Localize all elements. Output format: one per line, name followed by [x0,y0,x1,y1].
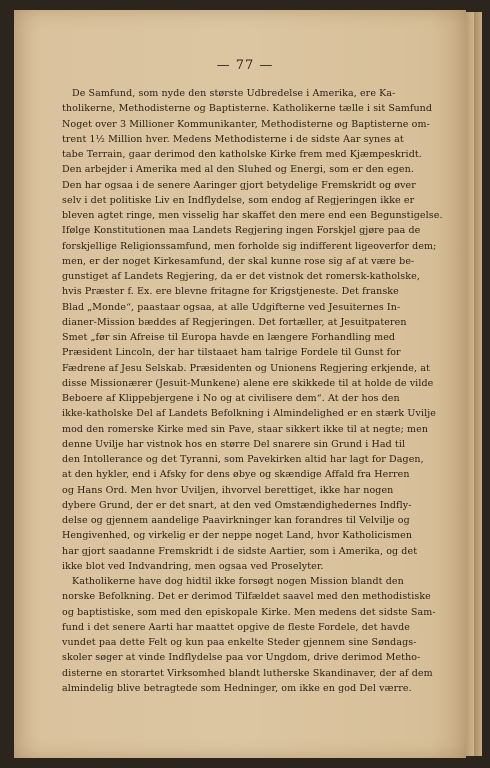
text-line: Ifølge Konstitutionen maa Landets Regjering ingen Forskjel gjøre paa de [62,225,421,237]
text-line: trent 1½ Million hver. Medens Methodisterne i de sidste Aar synes at [62,133,404,145]
text-line: og Hans Ord. Men hvor Uviljen, ihvorvel berettiget, ikke har nogen [62,484,394,496]
text-line: tabe Terrain, gaar derimod den katholske Kirke frem med Kjæmpeskridt. [62,149,422,160]
text-line: De Samfund, som nyde den største Udbredelse i Amerika, ere Ka- [72,88,396,99]
text-line: dybere Grund, der er det snart, at den ved Omstændighedernes Indfly- [62,499,412,511]
text-line: den Intollerance og det Tyranni, som Pavekirken altid har lagt for Dagen, [62,454,424,465]
text-line: disse Missionærer (Jesuit-Munkene) alene ere skikkede til at holde de vilde [62,377,434,389]
page-number: — 77 — [216,58,274,73]
text-line: denne Uvilje har vistnok hos en større Del snarere sin Grund i Had til [62,438,406,450]
text-line: Fædrene af Jesu Selskab. Præsidenten og Unionens Regjering erkjende, at [62,362,430,374]
text-line: selv i det politiske Liv en Indflydelse, som endog af Regjeringen ikke er [62,194,415,206]
text-line: Katholikerne have dog hidtil ikke forsøgt nogen Mission blandt den [72,576,404,587]
text-line: dianer-Mission bæddes af Regjeringen. Det fortæller, at Jesuitpateren [62,316,407,328]
text-line: fund i det senere Aarti har maattet opgive de fleste Fordele, det havde [62,621,410,633]
text-line: og baptistiske, som med den episkopale Kirke. Men medens det sidste Sam- [62,606,436,618]
text-line: Blad „Monde“, paastaar ogsaa, at alle Udgifterne ved Jesuiternes In- [62,301,401,313]
text-line: skoler søger at vinde Indflydelse paa vor Ungdom, drive derimod Metho- [62,652,421,664]
text-line: Den har ogsaa i de senere Aaringer gjort betydelige Fremskridt og øver [62,179,416,191]
text-line: har gjort saadanne Fremskridt i de sidste Aartier, som i Amerika, og det [62,545,418,557]
text-line: disterne en storartet Virksomhed blandt lutherske Skandinaver, der af dem [62,667,433,679]
text-line: Præsident Lincoln, der har tilstaaet ham talrige Fordele til Gunst for [62,347,401,359]
text-line: gunstiget af Landets Regjering, da er det vistnok det romersk-katholske, [62,271,420,282]
text-line: norske Befolkning. Det er derimod Tilfældet saavel med den methodistiske [62,591,431,603]
page-edge-back [474,12,482,756]
text-line: at den hykler, end i Afsky for dens øbye og skændige Affald fra Herren [62,469,410,481]
text-line: Noget over 3 Millioner Kommunikanter, Methodisterne og Baptisterne om- [62,118,430,130]
body-text [62,86,443,696]
text-line: forskjellige Religionssamfund, men forholde sig indifferent ligeoverfor dem; [62,240,437,252]
text-line: Den arbejder i Amerika med al den Sluhed og Energi, som er den egen. [62,164,414,176]
text-line: ikke-katholske Del af Landets Befolkning i Almindelighed er en stærk Uvilje [62,408,437,420]
text-line: mod den romerske Kirke med sin Pave, staar sikkert ikke til at negte; men [62,423,429,435]
text-line: tholikerne, Methodisterne og Baptisterne. Katholikerne tælle i sit Samfund [62,103,433,115]
text-line: delse og gjennem aandelige Paavirkninger kan forandres til Velvilje og [62,515,410,526]
text-line: men, er der noget Kirkesamfund, der skal kunne rose sig af at være be- [62,255,415,267]
text-line: Smet „før sin Afreise til Europa havde en længere Forhandling med [62,332,396,343]
text-line: hvis Præster f. Ex. ere blevne fritagne for Krigstjeneste. Det franske [62,286,399,298]
text-line: ikke blot ved Indvandring, men ogsaa ved Proselyter. [62,560,324,572]
text-line: vundet paa dette Felt og kun paa enkelte Steder gjennem sine Søndags- [62,637,417,648]
text-line: bleven agtet ringe, men visselig har skaffet den mere end een Begunstigelse. [62,210,443,221]
text-line: Beboere af Klippebjergene i No og at civilisere dem“. At der hos den [62,393,400,404]
text-line: almindelig blive betragtede som Hedninger, om ikke en god Del værre. [62,682,412,694]
text-line: Hengivenhed, og virkelig er der neppe noget Land, hvor Katholicismen [62,530,413,542]
